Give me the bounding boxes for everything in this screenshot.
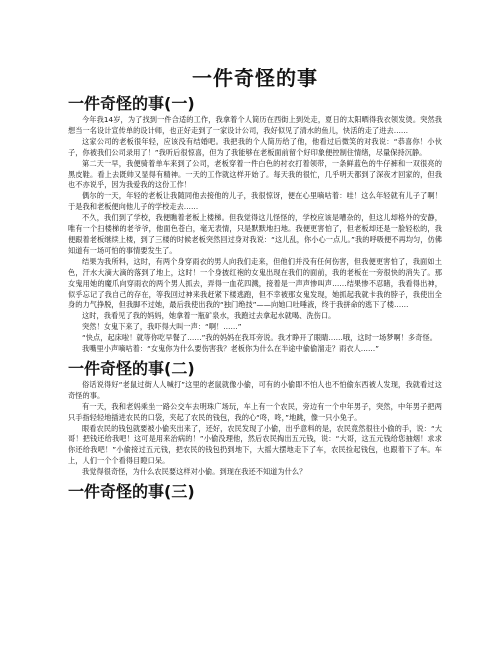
section-2-paragraph: 我觉得很奇怪，为什么农民要这样对小偷。到现在我还不知道为什么？ [82,467,307,477]
section-1-paragraph: 突然！女鬼下来了，我吓得大叫一声：“啊！……” [82,322,242,332]
section-3-heading: 一件奇怪的事(三) [68,482,195,502]
section-1-heading: 一件奇怪的事(一) [68,94,195,113]
section-1-paragraph: 结果为我所料，这时，有两个身穿雨衣的男人向我们走来，但他们并没有任何伤害，但我便更害怕了，我面如土色，汗水大滴大滴的落到了地上，这时！一个身披红袍的女鬼出现在我们的面前，我的老板在一旁很快的消失了。那女鬼用她的魔爪向穿雨衣的两个男人抓去，弄得一血花四溅，接着是一声声惨叫声……结果惨不忍睹，我看得出神，似乎忘记了我自己的存在，等我回过神来我赶紧下楼逃跑，但不幸被那女鬼发现，她抓起我就卡我的脖子，我使出全身的力气挣脱，但我脚不过她，最后我使出我的“独门绝技”——向她口吐唾液，终于我拼命的逃下了楼…… [68,256,442,310]
section-1-paragraph: 第二天一早，我便骑着单车来到了公司，老板穿着一件白色的衬衣打着领带，一条鲜蓝色的牛仔裤和一双很亮的黑皮鞋。看上去既帅又显得有精神。一天的工作就这样开始了。每天我的很忙，几乎明天都到了深夜才回家的，但我也不亦说乎，因为我爱我的这份工作！ [68,158,442,190]
section-1-paragraph: 不久，我们到了学校，我便瞧着老板上楼梯。但我觉得这儿怪怪的，学校应该是嘈杂的，但这儿却格外的安静，唯有一个扫楼梯的老爷爷，他面色苍白，毫无表情，只是默默地扫地。我便更害怕了，但老板却还是一脸轻松的，我便跟着老板继续上楼，到了三楼的时候老板突然回过身对我说：“这儿乱，你小心一点儿。”我的呼吸便不再均匀，仿佛知道有一场可怕的事情要发生了。 [68,213,442,255]
section-1-paragraph: 偶尔的一天，年轻的老板让我随同他去接他的儿子，我很惊讶，便在心里嘀咕着：哇！这么年轻就有儿子了啊！于是我和老板便向他儿子的学校走去…… [68,191,442,212]
section-1-paragraph: 今年我14岁，为了找到一件合适的工作，我拿着个人简历在西街上到处走，夏日的太阳晒得我衣领发烫。突然我想当一名设计宣传单的设计师，也正好走到了一家设计公司，我好似见了清水的鱼儿，快活的走了进去…… [68,115,442,135]
section-1-paragraph: “快点，起床啦！就等你吃早餐了……”我的妈妈在我耳旁说。我才睁开了眼睛……哦，这时一场梦啊！多奇怪。 [82,333,437,343]
section-3 [68,482,442,501]
section-1-paragraph: 这家公司的老板很年轻，应该没有结婚吧。我把我的个人简历给了他，他看过后微笑的对我说：“恭喜你！小伙子，你被我们公司录用了！”我听后很惊喜，但为了我能够在老板面前留个好印象便控制住情绪，尽量保持沉静。 [68,136,442,157]
section-1 [68,94,442,355]
section-2-paragraph: 有一天，我和老妈乘坐一路公交车去明珠广场玩，车上有一个农民，旁边有一个中年男子，突然，中年男子把两只手指轻轻地插进农民的口袋，夹起了农民的钱包，我的心“咚，咚，”地跳，像一只小兔子。 [68,401,442,422]
section-1-paragraph: 我嘴里小声嘀咕着：“女鬼你为什么要伤害我？老板你为什么在半途中偷偷溜走？雨衣人……” [82,344,380,354]
section-2-paragraph: 俗话说得好“老鼠过街人人喊打”这里的老鼠就像小偷，可有的小偷即不怕人也不怕偷东西被人发现，我就看过这奇怪的事。 [68,379,442,400]
section-2-heading: 一件奇怪的事(二) [68,358,195,378]
section-2-paragraph: 眼看农民的钱包就要被小偷夹出来了，还好，农民发现了小偷，出乎意料的是，农民竟然很往小偷的手，说：“大哥！把钱还给我吧！这可是用来治病的！”小偷没理他，然后农民掏出五元钱，说：“大哥，这五元钱给您抽烟！求求你还给我吧！”小偷接过五元钱，把农民的钱包扔到地下，大摇大摆地走下了车，农民捡起钱包，也跟着下了车。车上，人们一个个看得目瞪口呆。 [68,423,442,466]
document-title: 一件奇怪的事 [192,66,318,90]
section-2 [68,359,442,478]
section-1-paragraph: 这时，我看见了我的妈妈，她拿着一瓶矿泉水，我跑过去拿起水就喝、洗伤口。 [82,311,336,321]
